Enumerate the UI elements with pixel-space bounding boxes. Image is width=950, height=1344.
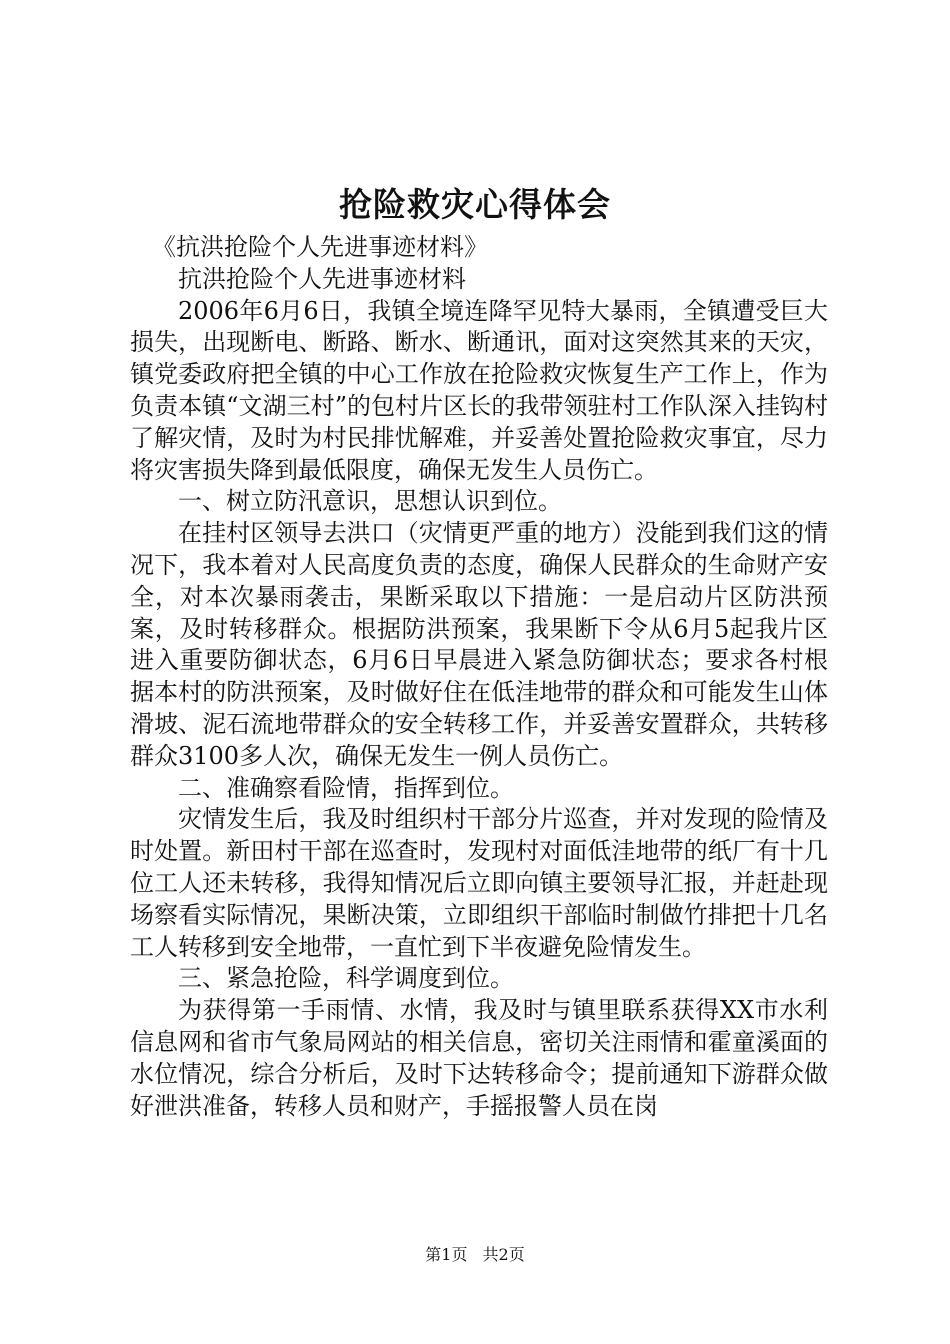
- document-body: [130, 232, 828, 1122]
- body-paragraph: 为获得第一手雨情、水情，我及时与镇里联系获得XX市水利信息网和省市气象局网站的相关信息，密切关注雨情和霍童溪面的水位情况，综合分析后，及时下达转移命令；提前通知下游群众做好泄洪准备，转移人员和财产，手摇报警人员在岗: [130, 996, 828, 1120]
- body-paragraph: 灾情发生后，我及时组织村干部分片巡查，并对发现的险情及时处置。新田村干部在巡查时，发现村对面低洼地带的纸厂有十几位工人还未转移，我得知情况后立即向镇主要领导汇报，并赶赴现场察看实际情况，果断决策，立即组织干部临时制做竹排把十几名工人转移到安全地带，一直忙到下半夜避免险情发生。: [130, 805, 828, 961]
- body-paragraph: 在挂村区领导去洪口（灾情更严重的地方）没能到我们这的情况下，我本着对人民高度负责的态度，确保人民群众的生命财产安全，对本次暴雨袭击，果断采取以下措施：一是启动片区防洪预案，及时转移群众。根据防洪预案，我果断下令从6月5起我片区进入重要防御状态，6月6日早晨进入紧急防御状态；要求各村根据本村的防洪预案，及时做好住在低洼地带的群众和可能发生山体滑坡、泥石流地带群众的安全转移工作，并妥善安置群众，共转移群众3100多人次，确保无发生一例人员伤亡。: [130, 519, 828, 770]
- section-heading: 三、紧急抢险，科学调度到位。: [178, 964, 514, 993]
- page-footer: [0, 1244, 950, 1266]
- page-number: 第1页: [425, 1245, 468, 1264]
- reference-title: 《抗洪抢险个人先进事迹材料》: [152, 233, 488, 261]
- section-heading: 抗洪抢险个人先进事迹材料: [178, 264, 466, 293]
- document-title: 抢险救灾心得体会: [339, 185, 611, 224]
- page-total: 共2页: [482, 1245, 525, 1264]
- body-paragraph: 2006年6月6日，我镇全境连降罕见特大暴雨，全镇遭受巨大损失，出现断电、断路、断水、断通讯，面对这突然其来的天灾，镇党委政府把全镇的中心工作放在抢险救灾恢复生产工作上，作为负责本镇“文湖三村”的包村片区长的我带领驻村工作队深入挂钩村了解灾情，及时为村民排忧解难，并妥善处置抢险救灾事宜，尽力将灾害损失降到最低限度，确保无发生人员伤亡。: [130, 296, 828, 484]
- section-heading: 二、准确察看险情，指挥到位。: [178, 773, 514, 802]
- section-heading: 一、树立防汛意识，思想认识到位。: [178, 487, 562, 516]
